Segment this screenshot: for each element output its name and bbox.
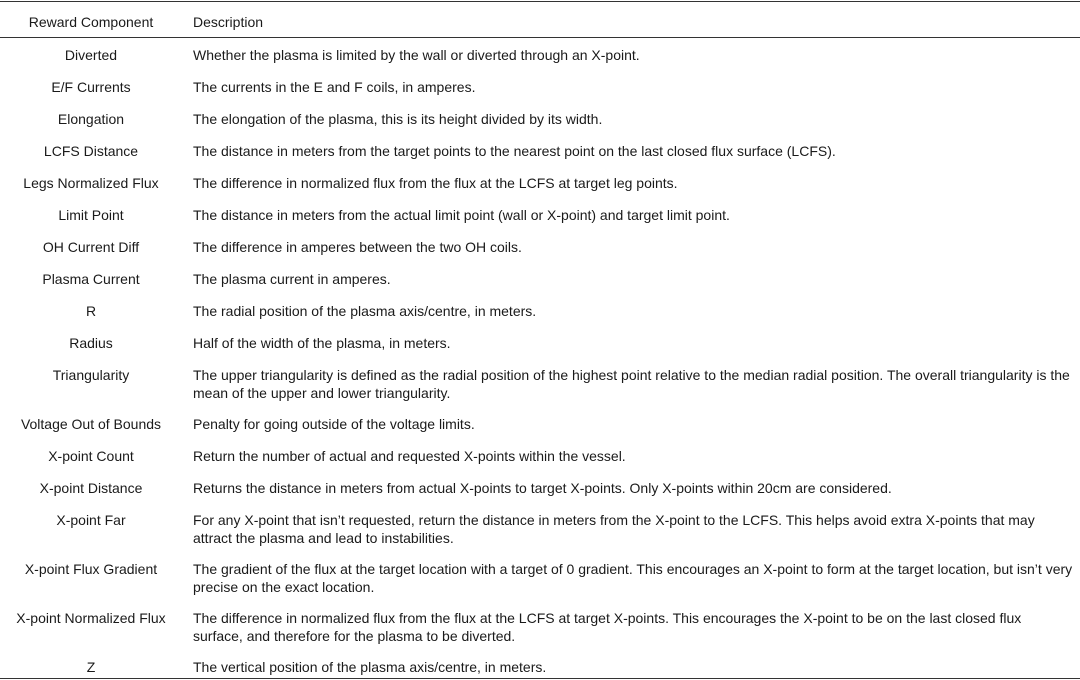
component-cell: E/F Currents <box>51 79 131 95</box>
component-cell: LCFS Distance <box>43 143 139 159</box>
description-cell: The difference in normalized flux from the flux at the LCFS at target X-points. This encourages the X-point to be on the last closed flux surface, and therefore for the plasma to be diverted. <box>193 610 1022 644</box>
component-cell: R <box>85 303 97 319</box>
table-bottom-rule <box>0 678 1080 679</box>
description-cell: Whether the plasma is limited by the wall or diverted through an X-point. <box>193 47 640 63</box>
component-cell: Diverted <box>64 47 118 63</box>
column-header-description: Description <box>193 14 264 30</box>
description-cell: Penalty for going outside of the voltage limits. <box>193 416 475 432</box>
component-cell: OH Current Diff <box>42 239 140 255</box>
component-cell: X-point Count <box>48 448 134 464</box>
component-cell: Voltage Out of Bounds <box>20 416 162 432</box>
component-cell: Plasma Current <box>42 271 140 287</box>
component-cell: X-point Distance <box>39 480 143 496</box>
component-cell: X-point Normalized Flux <box>16 610 166 626</box>
component-cell: Elongation <box>57 111 125 127</box>
description-cell: Half of the width of the plasma, in meters. <box>193 335 451 351</box>
component-cell: Z <box>86 659 96 675</box>
description-cell: The difference in normalized flux from the flux at the LCFS at target leg points. <box>193 175 678 191</box>
description-cell: The difference in amperes between the two OH coils. <box>193 239 522 255</box>
description-cell: For any X-point that isn’t requested, return the distance in meters from the X-point to the LCFS. This helps avoid extra X-points that may attract the plasma and lead to instabilities. <box>193 512 1035 546</box>
description-cell: The distance in meters from the actual limit point (wall or X-point) and target limit point. <box>193 207 730 223</box>
table-top-rule <box>0 1 1080 2</box>
description-cell: Return the number of actual and requested X-points within the vessel. <box>193 448 626 464</box>
component-cell: X-point Flux Gradient <box>24 561 158 577</box>
component-cell: Radius <box>69 335 113 351</box>
description-cell: The plasma current in amperes. <box>193 271 391 287</box>
description-cell: The currents in the E and F coils, in amperes. <box>193 79 476 95</box>
column-header-component: Reward Component <box>28 14 154 30</box>
component-cell: Limit Point <box>58 207 124 223</box>
description-cell: The vertical position of the plasma axis/centre, in meters. <box>193 659 547 675</box>
component-cell: Triangularity <box>52 367 130 383</box>
description-cell: The gradient of the flux at the target location with a target of 0 gradient. This encourages an X-point to form at the target location, but isn’t very precise on the exact location. <box>193 561 1073 595</box>
description-cell: The upper triangularity is defined as the radial position of the highest point relative to the median radial position. The overall triangularity is the mean of the upper and lower triangularity. <box>193 367 1070 401</box>
description-cell: The distance in meters from the target points to the nearest point on the last closed flux surface (LCFS). <box>193 143 836 159</box>
description-cell: The elongation of the plasma, this is its height divided by its width. <box>193 111 603 127</box>
description-cell: The radial position of the plasma axis/centre, in meters. <box>193 303 537 319</box>
component-cell: X-point Far <box>56 512 126 528</box>
description-cell: Returns the distance in meters from actual X-points to target X-points. Only X-points within 20cm are considered. <box>193 480 892 496</box>
header-rule <box>0 37 1080 38</box>
component-cell: Legs Normalized Flux <box>23 175 159 191</box>
